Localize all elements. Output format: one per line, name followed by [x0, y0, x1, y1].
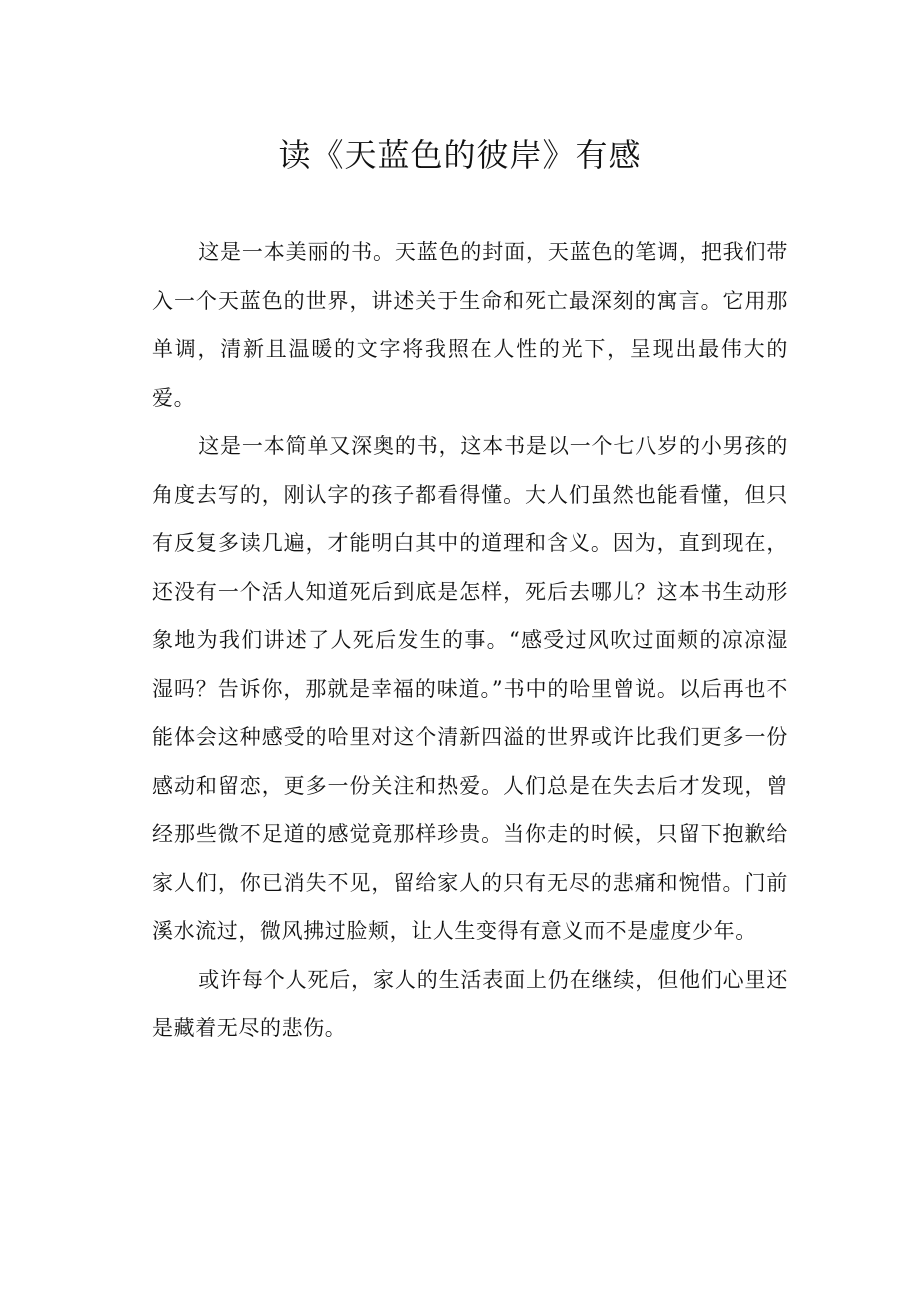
- paragraph-3: 或许每个人死后，家人的生活表面上仍在继续，但他们心里还是藏着无尽的悲伤。: [152, 967, 788, 1040]
- document-title: 读《天蓝色的彼岸》有感: [278, 136, 642, 174]
- paragraph-2: 这是一本简单又深奥的书，这本书是以一个七八岁的小男孩的角度去写的，刚认字的孩子都看得懂。大人们虽然也能看懂，但只有反复多读几遍，才能明白其中的道理和含义。因为，直到现在，还没有一个活人知道死后到底是怎样，死后去哪儿？这本书生动形象地为我们讲述了人死后发生的事。“感受过风吹过面颊的凉凉湿湿吗？告诉你，那就是幸福的味道。”书中的哈里曾说。以后再也不能体会这种感受的哈里对这个清新四溢的世界或许比我们更多一份感动和留恋，更多一份关注和热爱。人们总是在失去后才发现，曾经那些微不足道的感觉竟那样珍贵。当你走的时候，只留下抱歉给家人们，你已消失不见，留给家人的只有无尽的悲痛和惋惜。门前溪水流过，微风拂过脸颊，让人生变得有意义而不是虚度少年。: [152, 434, 788, 943]
- paragraph-1: 这是一本美丽的书。天蓝色的封面，天蓝色的笔调，把我们带入一个天蓝色的世界，讲述关于生命和死亡最深刻的寓言。它用那单调，清新且温暖的文字将我照在人性的光下，呈现出最伟大的爱。: [152, 240, 788, 410]
- document-body: [152, 228, 788, 1053]
